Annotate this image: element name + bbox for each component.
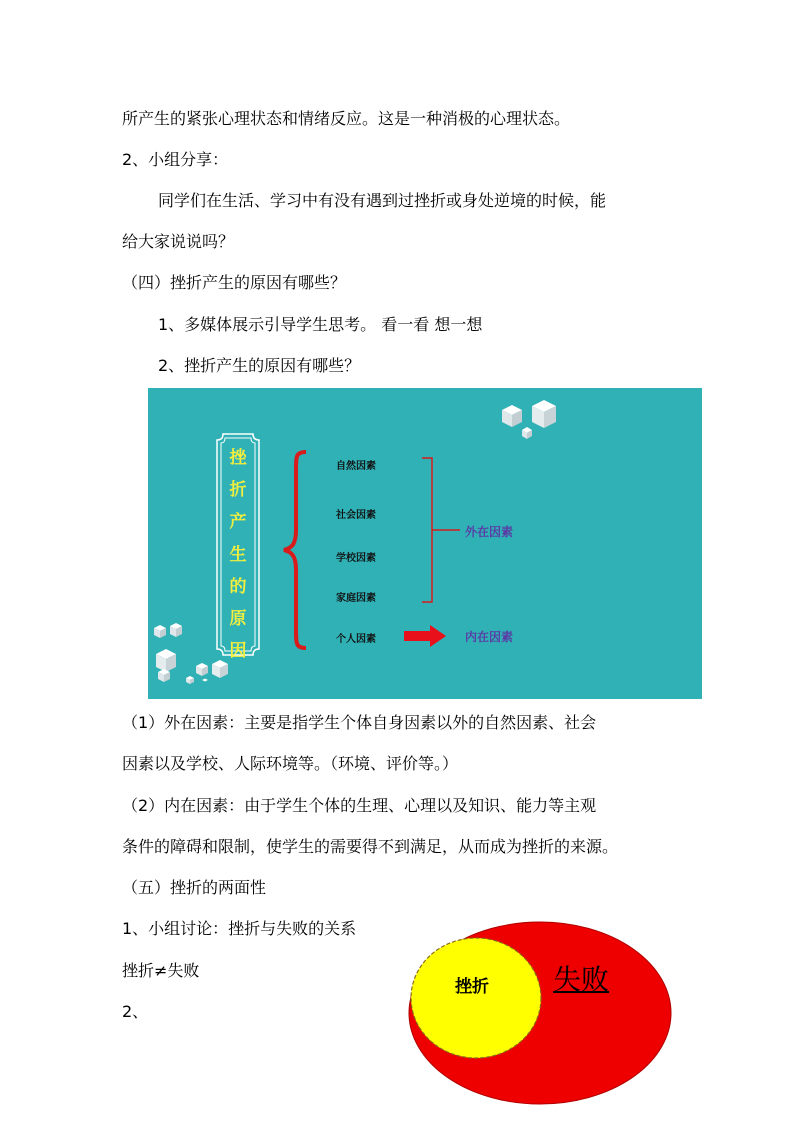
- factor-school: 学校因素: [336, 553, 376, 564]
- venn-outer-label: 失败: [553, 963, 610, 996]
- paragraph-line: 挫折≠失败: [122, 961, 200, 980]
- paragraph-line: （1）外在因素：主要是指学生个体自身因素以外的自然因素、社会: [122, 713, 597, 732]
- brace-left: [280, 450, 310, 650]
- title-char: 折: [229, 480, 247, 500]
- factor-social: 社会因素: [336, 510, 376, 521]
- paragraph-line: 因素以及学校、人际环境等。（环境、评价等。）: [122, 754, 459, 773]
- external-factors-label: 外在因素: [465, 525, 514, 539]
- venn-inner-ellipse: [411, 938, 541, 1058]
- venn-inner-label: 挫折: [455, 977, 489, 997]
- paragraph-line: （2）内在因素：由于学生个体的生理、心理以及知识、能力等主观: [122, 796, 597, 815]
- title-char: 的: [229, 577, 247, 597]
- title-char: 产: [229, 512, 247, 532]
- list-item: 2、挫折产生的原因有哪些？: [158, 356, 361, 375]
- paragraph-line: 给大家说说吗？: [122, 232, 235, 251]
- title-char: 因: [229, 641, 247, 661]
- list-item: 2、: [122, 1002, 149, 1021]
- title-char: 原: [229, 609, 247, 629]
- factor-natural: 自然因素: [336, 461, 376, 472]
- section-heading-4: （四）挫折产生的原因有哪些？: [122, 273, 347, 292]
- heading-group-share: 2、小组分享：: [122, 150, 229, 169]
- internal-factors-label: 内在因素: [465, 630, 514, 644]
- factor-family: 家庭因素: [336, 593, 376, 604]
- section-heading-5: （五）挫折的两面性: [122, 878, 267, 897]
- cubes-decoration-icon: [498, 396, 568, 446]
- bracket-external: [420, 456, 470, 604]
- venn-diagram: [405, 918, 675, 1108]
- paragraph-line: 所产生的紧张心理状态和情绪反应。这是一种消极的心理状态。: [122, 109, 571, 128]
- title-char: 挫: [229, 448, 247, 468]
- paragraph-line: 条件的障碍和限制，使学生的需要得不到满足，从而成为挫折的来源。: [122, 837, 619, 856]
- list-item: 1、多媒体展示引导学生思考。 看一看 想一想: [158, 315, 483, 334]
- list-item: 1、小组讨论：挫折与失败的关系: [122, 919, 357, 938]
- title-char: 生: [229, 545, 247, 565]
- arrow-right-icon: [404, 625, 446, 647]
- paragraph-line: 同学们在生活、学习中有没有遇到过挫折或身处逆境的时候，能: [158, 191, 607, 210]
- factor-personal: 个人因素: [336, 634, 376, 645]
